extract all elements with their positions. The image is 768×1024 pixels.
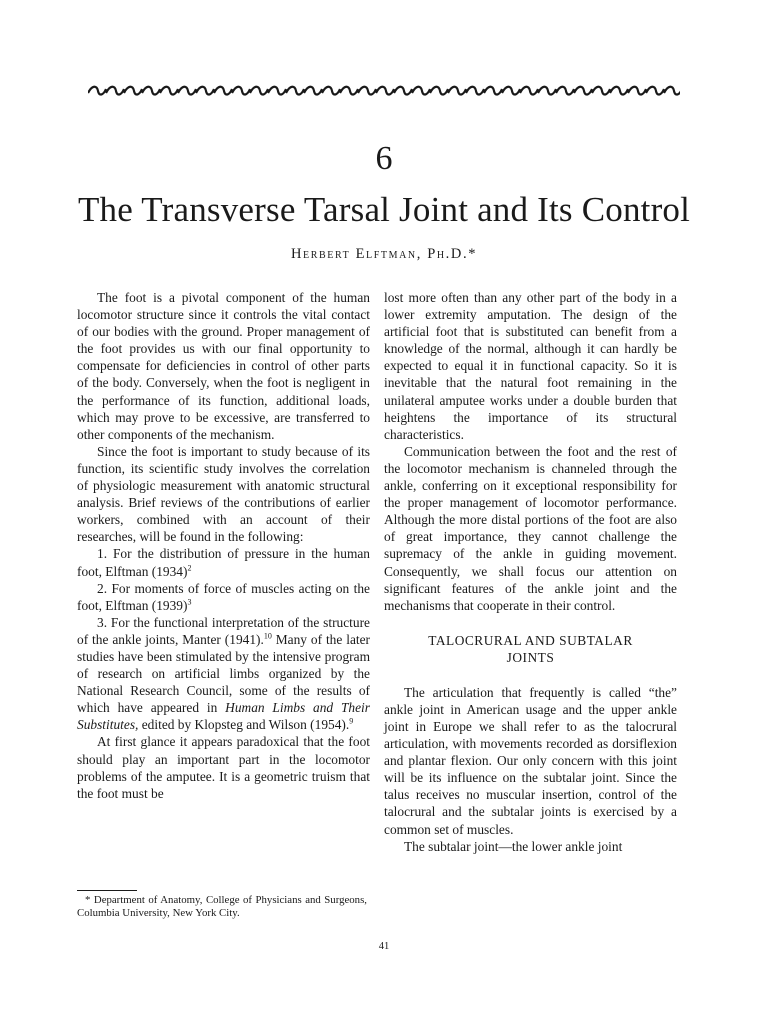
left-column (77, 289, 370, 802)
section-heading: TALOCRURAL AND SUBTALAR JOINTS (428, 632, 633, 665)
right-column (384, 289, 677, 855)
paragraph: At first glance it appears paradoxical that the foot should play an important part in the locomotor problems of the amputee. It is a geometric truism that the foot must be (77, 734, 370, 801)
book-title: Human Limbs and Their Substitutes, (77, 700, 370, 733)
citation-marker: 2 (187, 563, 192, 573)
reference-list-item: 1. For the distribution of pressure in the human foot, Elftman $(1934)^2$ (77, 546, 370, 579)
paragraph: The subtalar joint—the lower ankle joint (404, 838, 623, 854)
reference-list-item: 3. For the functional interpretation of the structure of the ankle joints, Manter (1941).$^{10}$ Many of the later studies have been stimulated by the intensive program of research on artificial limbs organized by the National Research Council, some of the results of which have appeared in Human Limbs and Their Substitutes, edited by Klopsteg and Wilson (1954).$^9$ (77, 614, 371, 733)
chapter-number: 6 (375, 140, 393, 177)
citation-marker: 10 (263, 631, 272, 641)
paragraph: lost more often than any other part of the body in a lower extremity amputation. The design of the artificial foot that is substituted can benefit from a knowledge of the normal, although it can hardly be expected to equal it in functional capacity. So it is inevitable that the natural foot remaining in the unilateral amputee works under a double burden that heightens the importance of its structural characteristics. (384, 290, 677, 442)
reference-list-item: 2. For moments of force of muscles acting on the foot, Elftman $(1939)^3$ (77, 580, 370, 613)
paragraph: Since the foot is important to study because of its function, its scientific study involves the correlation of physiologic measurement with anatomic structural analysis. Brief reviews of the contributions of earlier workers, combined with an account of their researches, will be found in the following: (77, 443, 370, 545)
author-name: Herbert Elftman, Ph.D.* (290, 246, 478, 262)
paragraph: The foot is a pivotal component of the human locomotor structure since it controls the vital contact of our bodies with the ground. Proper management of the foot provides us with our final opportunity to compensate for deficiencies in control of other parts of the body. Conversely, when the foot is negligent in the performance of its function, additional loads, which may prove to be excessive, are transferred to other components of the mechanism. (77, 290, 370, 442)
decorative-ornament-rule (88, 84, 680, 98)
footnote-divider (77, 890, 137, 891)
paragraph: The articulation that frequently is called “the” ankle joint in American usage and the upper ankle joint in Europe we shall refer to as the talocrural articulation, with movements recorded as dorsiflexion and plantar flexion. Our only concern with this joint will be its influence on the subtalar joint. Since the talus receives no muscular insertion, control of the talocrural and the subtalar joints is exercised by a common set of muscles. (384, 684, 677, 837)
paragraph: Communication between the foot and the rest of the locomotor mechanism is channeled through the ankle, conferring on it exceptional responsibility for the proper management of locomotor performance. Although the more distal portions of the foot are also of great importance, they cannot challenge the supremacy of the ankle in guiding movement. Consequently, we shall focus our attention on significant features of the ankle joint and the mechanisms that cooperate in their control. (384, 443, 677, 613)
page-number: 41 (378, 941, 390, 952)
citation-marker: 3 (187, 597, 192, 607)
citation-marker: 9 (349, 716, 354, 726)
footnote: * Department of Anatomy, College of Physicians and Surgeons, Columbia University, New York City. (77, 894, 367, 919)
chapter-title: The Transverse Tarsal Joint and Its Control (77, 190, 691, 229)
